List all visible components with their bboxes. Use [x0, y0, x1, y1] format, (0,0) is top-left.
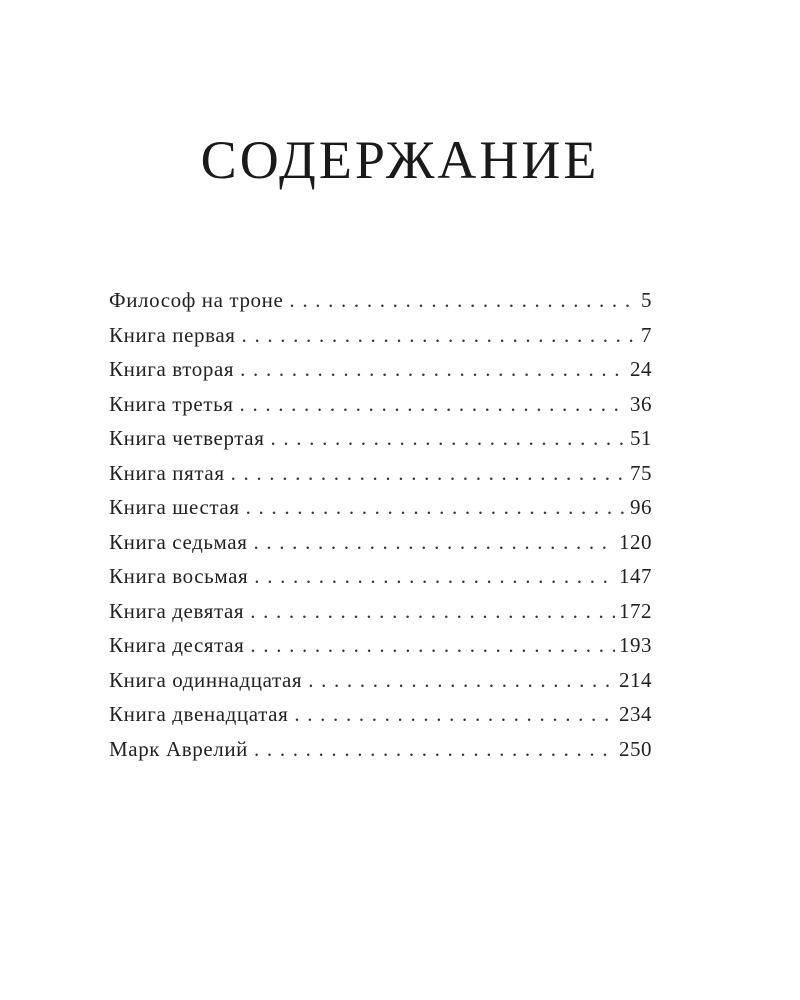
toc-entry-marcus-aurelius[interactable]	[109, 732, 652, 767]
dot-leader	[270, 421, 626, 456]
toc-entry-book-3[interactable]	[109, 387, 652, 422]
dot-leader	[240, 352, 626, 387]
dot-leader	[242, 318, 637, 353]
dot-leader	[289, 283, 637, 318]
toc-entry-page-number: 193	[619, 633, 652, 657]
toc-entry-label: Философ на троне	[109, 288, 284, 312]
toc-entry-book-10[interactable]	[109, 628, 652, 663]
toc-entry-label: Книга пятая	[109, 460, 225, 485]
dot-leader	[250, 594, 615, 629]
toc-entry-page-number: 172	[619, 598, 652, 623]
table-of-contents	[109, 283, 652, 766]
toc-entry-book-5[interactable]	[109, 456, 652, 491]
toc-entry-book-7[interactable]	[109, 525, 652, 560]
toc-entry-book-4[interactable]	[109, 421, 652, 456]
toc-entry-page-number: 96	[630, 495, 652, 519]
dot-leader	[246, 490, 626, 525]
toc-entry-label: Книга двенадцатая	[109, 702, 289, 726]
page-title: СОДЕРЖАНИЕ	[200, 130, 600, 190]
dot-leader	[254, 559, 615, 594]
dot-leader	[294, 697, 615, 732]
toc-entry-page-number: 51	[630, 426, 652, 450]
toc-entry-label: Книга десятая	[109, 633, 245, 657]
toc-entry-page-number: 36	[630, 391, 652, 416]
toc-entry-page-number: 24	[630, 357, 652, 381]
toc-entry-page-number: 120	[619, 529, 652, 554]
toc-entry-page-number: 5	[641, 288, 652, 312]
toc-entry-page-number: 250	[619, 736, 652, 761]
toc-entry-label: Книга третья	[109, 391, 234, 416]
toc-entry-page-number: 75	[630, 460, 652, 485]
toc-entry-label: Книга вторая	[109, 357, 235, 381]
toc-entry-label: Книга девятая	[109, 598, 245, 623]
toc-entry-label: Книга одиннадцатая	[109, 667, 303, 692]
dot-leader	[231, 456, 626, 491]
toc-entry-page-number: 147	[619, 564, 652, 588]
dot-leader	[254, 732, 615, 767]
toc-entry-label: Книга четвертая	[109, 426, 265, 450]
toc-entry-label: Книга седьмая	[109, 529, 248, 554]
toc-entry-book-9[interactable]	[109, 594, 652, 629]
dot-leader	[240, 387, 626, 422]
toc-entry-page-number: 214	[619, 667, 652, 692]
toc-entry-label: Книга первая	[109, 322, 236, 347]
toc-entry-book-1[interactable]	[109, 318, 652, 353]
dot-leader	[253, 525, 615, 560]
dot-leader	[250, 628, 615, 663]
toc-entry-label: Марк Аврелий	[109, 736, 249, 761]
toc-entry-label: Книга восьмая	[109, 564, 249, 588]
toc-entry-page-number: 234	[619, 702, 652, 726]
toc-entry-page-number: 7	[641, 322, 652, 347]
toc-entry-book-8[interactable]	[109, 559, 652, 594]
toc-entry-book-12[interactable]	[109, 697, 652, 732]
toc-entry-label: Книга шестая	[109, 495, 240, 519]
toc-entry-book-2[interactable]	[109, 352, 652, 387]
dot-leader	[308, 663, 615, 698]
toc-entry-book-6[interactable]	[109, 490, 652, 525]
toc-entry-philosopher-on-throne[interactable]	[109, 283, 652, 318]
toc-entry-book-11[interactable]	[109, 663, 652, 698]
